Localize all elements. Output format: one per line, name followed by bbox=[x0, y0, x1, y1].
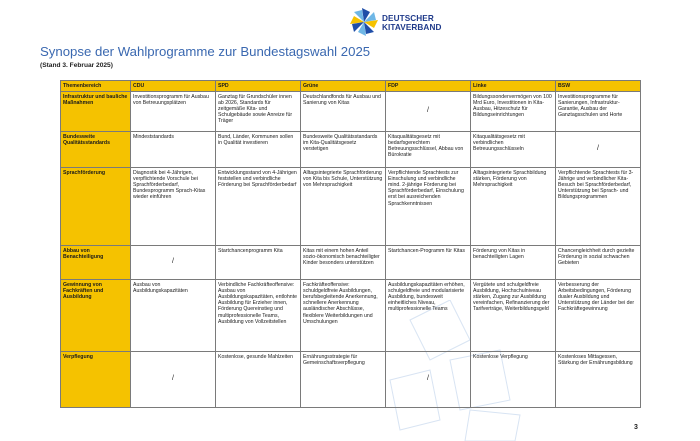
page-number: 3 bbox=[634, 424, 638, 431]
header-bsw: BSW bbox=[556, 81, 641, 92]
table-cell: / bbox=[386, 92, 471, 132]
table-cell: Ernährungsstrategie für Gemeinschaftsverpflegung bbox=[301, 352, 386, 408]
table-cell: Fachkräfteoffensive: schuldgeldfreie Ausbildungen, berufsbegleitende Anerkennung, schnellere Anerkennung ausländischer Abschlüsse, flexiblere Weiterbildungen und Umschulungen bbox=[301, 280, 386, 352]
table-cell: / bbox=[131, 352, 216, 408]
table-cell: Ausbildungskapazitäten erhöhen, schulgeldfreie und modularisierte Ausbildung, bundesweit einheitliches Niveau, multiprofessionelle Teams bbox=[386, 280, 471, 352]
table-cell: Verpflichtende Sprachtests zur Einschulung und verbindliche mind. 2-jährige Förderung bei Sprachförderbedarf, Einschulung erst bei ausreichenden Sprachkenntnissen bbox=[386, 168, 471, 246]
page-title: Synopse der Wahlprogramme zur Bundestagswahl 2025 bbox=[40, 44, 371, 59]
table-row bbox=[61, 168, 641, 246]
table-cell: Investitionsprogramme für Sanierungen, Infrastruktur-Garantie, Ausbau der Ganztagsschulen und Horte bbox=[556, 92, 641, 132]
kitaverband-logo bbox=[348, 6, 468, 40]
table-cell: Diagnostik bei 4-Jährigen, verpflichtende Vorschule bei Sprachförderbedarf, Bundesprogramm Sprach-Kitas wieder einführen bbox=[131, 168, 216, 246]
table-cell: Verbesserung der Arbeitsbedingungen, Förderung dualer Ausbildung und Unterstützung der Länder bei der Fachkräftegewinnung bbox=[556, 280, 641, 352]
header-gruene: Grüne bbox=[301, 81, 386, 92]
row-topic: Sprachförderung bbox=[61, 168, 131, 246]
table-cell: Ausbau von Ausbildungskapazitäten bbox=[131, 280, 216, 352]
page-subtitle: (Stand 3. Februar 2025) bbox=[40, 62, 113, 69]
table-row bbox=[61, 246, 641, 280]
table-cell: Kostenlose Verpflegung bbox=[471, 352, 556, 408]
table-row bbox=[61, 352, 641, 408]
table-cell: / bbox=[386, 352, 471, 408]
row-topic: Abbau von Benachteiligung bbox=[61, 246, 131, 280]
row-topic: Gewinnung von Fachkräften und Ausbildung bbox=[61, 280, 131, 352]
pinwheel-logo-icon bbox=[348, 6, 380, 38]
table-cell: Alltagsintegrierte Sprachförderung von Kita bis Schule, Unterstützung von Mehrsprachigkeit bbox=[301, 168, 386, 246]
table-cell: Kitaqualitätsgesetz mit bedarfsgerechtem Betreuungsschlüssel, Abbau von Bürokratie bbox=[386, 132, 471, 168]
table-cell: Bildungssondervermögen von 100 Mrd Euro, Investitionen in Kita-Ausbau, Hitzeschutz für Bildungseinrichtungen bbox=[471, 92, 556, 132]
table-cell: Kitaqualitätsgesetz mit verbindlichen Betreuungsschlüsseln bbox=[471, 132, 556, 168]
table-cell: Chancengleichheit durch gezielte Förderung in sozial schwachen Gebieten bbox=[556, 246, 641, 280]
table-cell: Mindeststandards bbox=[131, 132, 216, 168]
table-cell: Startchancen-Programm für Kitas bbox=[386, 246, 471, 280]
table-cell: / bbox=[131, 246, 216, 280]
table-cell: Startchancenprogramm Kita bbox=[216, 246, 301, 280]
table-row bbox=[61, 132, 641, 168]
table-cell: Förderung von Kitas in benachteiligten Lagen bbox=[471, 246, 556, 280]
header-spd: SPD bbox=[216, 81, 301, 92]
table-row bbox=[61, 280, 641, 352]
table-cell: Alltagsintegrierte Sprachbildung stärken, Förderung von Mehrsprachigkeit bbox=[471, 168, 556, 246]
table-cell: Entwicklungsstand von 4-Jährigen feststellen und verbindliche Förderung bei Sprachförderbedarf bbox=[216, 168, 301, 246]
row-topic: Bundesweite Qualitätsstandards bbox=[61, 132, 131, 168]
table-cell: Deutschlandfonds für Ausbau und Sanierung von Kitas bbox=[301, 92, 386, 132]
header-topic: Themenbereich bbox=[61, 81, 131, 92]
row-topic: Infrastruktur und bauliche Maßnahmen bbox=[61, 92, 131, 132]
table-cell: Bundesweite Qualitätsstandards im Kita-Qualitätsgesetz verstetigen bbox=[301, 132, 386, 168]
table-cell: / bbox=[556, 132, 641, 168]
table-cell: Ganztag für Grundschüler innen ab 2026, Standards für zeitgemäße Kita- und Schulgebäude sowie Anreize für Träger bbox=[216, 92, 301, 132]
row-topic: Verpflegung bbox=[61, 352, 131, 408]
header-linke: Linke bbox=[471, 81, 556, 92]
table-cell: Kostenloses Mittagessen, Stärkung der Ernährungsbildung bbox=[556, 352, 641, 408]
table-cell: Investitionsprogramm für Ausbau von Betreuungsplätzen bbox=[131, 92, 216, 132]
table-cell: Vergütete und schulgeldfreie Ausbildung, Hochschulniveau stärken, Zugang zur Ausbildung vereinfachen, Refinanzierung der Tarifverträge, Weiterbildungsgeld bbox=[471, 280, 556, 352]
table-cell: Kitas mit einem hohen Anteil sozio-ökonomisch benachteiligter Kinder besonders unterstützen bbox=[301, 246, 386, 280]
table-header-row bbox=[61, 81, 641, 92]
table-cell: Kostenlose, gesunde Mahlzeiten bbox=[216, 352, 301, 408]
table-cell: Verbindliche Fachkräfteoffensive: Ausbau von Ausbildungskapazitäten, entlohnte Ausbildung für Erzieher innen, Förderung Quereinstieg und multiprofessionelle Teams, Ausbildung von Vollzeitstellen bbox=[216, 280, 301, 352]
logo-name-line2: KITAVERBAND bbox=[382, 23, 442, 32]
table-cell: Verpflichtende Sprachtests für 3-Jährige und verbindlicher Kita-Besuch bei Sprachförderbedarf, Unterstützung bei Sprach- und Bildungsprogrammen bbox=[556, 168, 641, 246]
synopsis-table bbox=[60, 80, 641, 408]
header-fdp: FDP bbox=[386, 81, 471, 92]
table-cell: Bund, Länder, Kommunen sollen in Qualität investieren bbox=[216, 132, 301, 168]
header-cdu: CDU bbox=[131, 81, 216, 92]
logo-name-line1: DEUTSCHER bbox=[382, 14, 434, 23]
table-row bbox=[61, 92, 641, 132]
